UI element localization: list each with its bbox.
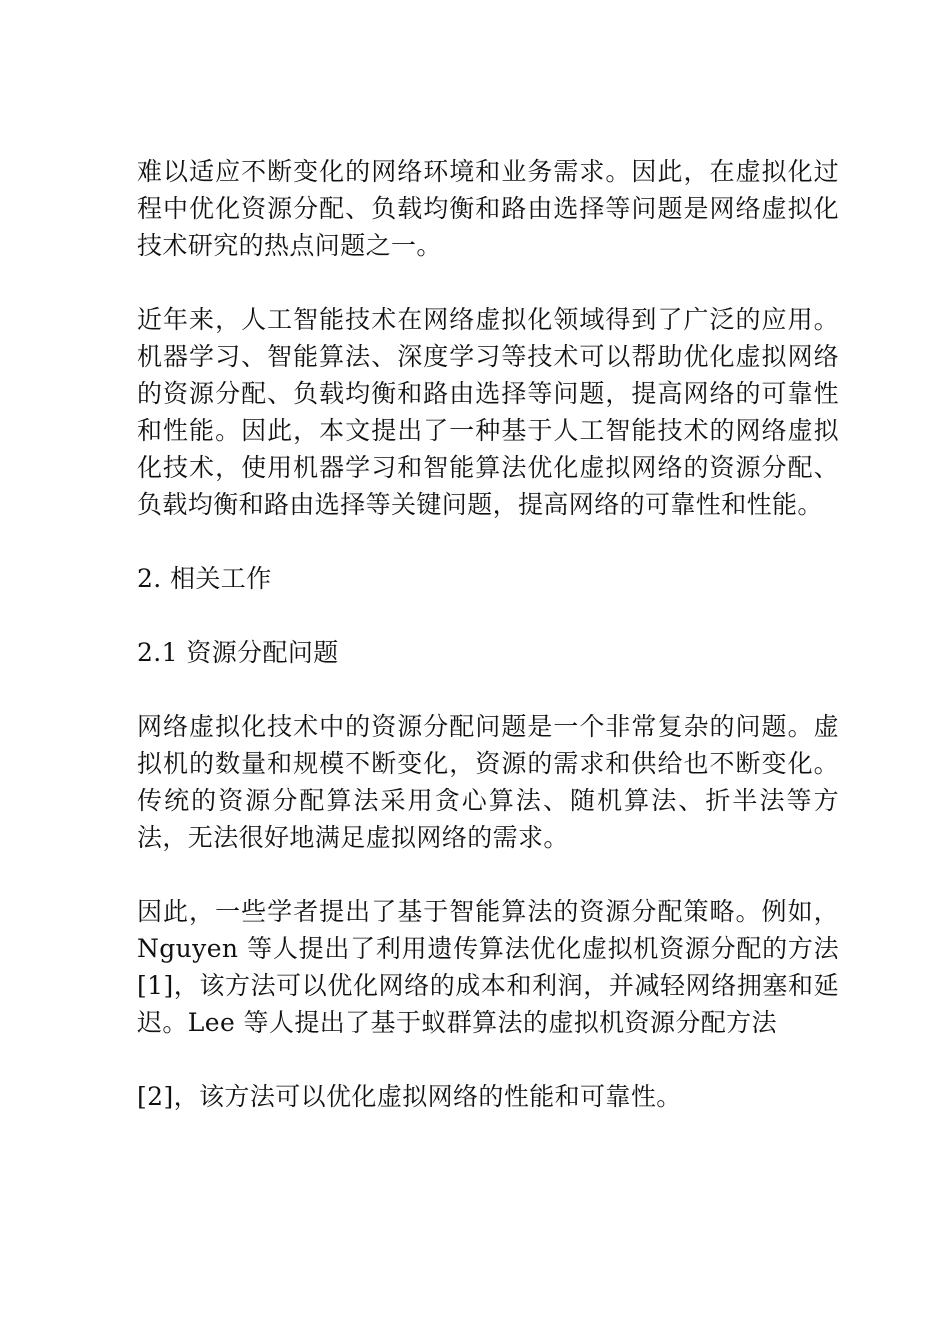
paragraph-resource-allocation: 网络虚拟化技术中的资源分配问题是一个非常复杂的问题。虚拟机的数量和规模不断变化，资源的需求和供给也不断变化。传统的资源分配算法采用贪心算法、随机算法、折半法等方法，无法很好地满足虚拟网络的需求。 <box>137 712 839 852</box>
paragraph-ai-application: 近年来，人工智能技术在网络虚拟化领域得到了广泛的应用。机器学习、智能算法、深度学习等技术可以帮助优化虚拟网络的资源分配、负载均衡和路由选择等问题，提高网络的可靠性和性能。因此，本文提出了一种基于人工智能技术的网络虚拟化技术，使用机器学习和智能算法优化虚拟网络的资源分配、负载均衡和路由选择等关键问题，提高网络的可靠性和性能。 <box>137 305 839 519</box>
document-body <box>137 153 839 1152</box>
paragraph-reference-2: [2]，该方法可以优化虚拟网络的性能和可靠性。 <box>137 1082 682 1111</box>
section-heading: 2. 相关工作 <box>137 564 272 593</box>
paragraph-intro-continuation: 难以适应不断变化的网络环境和业务需求。因此，在虚拟化过程中优化资源分配、负载均衡和路由选择等问题是网络虚拟化技术研究的热点问题之一。 <box>137 157 839 260</box>
subsection-heading: 2.1 资源分配问题 <box>137 638 339 667</box>
paragraph-intelligent-strategies: 因此，一些学者提出了基于智能算法的资源分配策略。例如，Nguyen 等人提出了利用遗传算法优化虚拟机资源分配的方法[1]，该方法可以优化网络的成本和利润，并减轻网络拥塞和延迟。Lee 等人提出了基于蚁群算法的虚拟机资源分配方法 <box>137 897 839 1037</box>
